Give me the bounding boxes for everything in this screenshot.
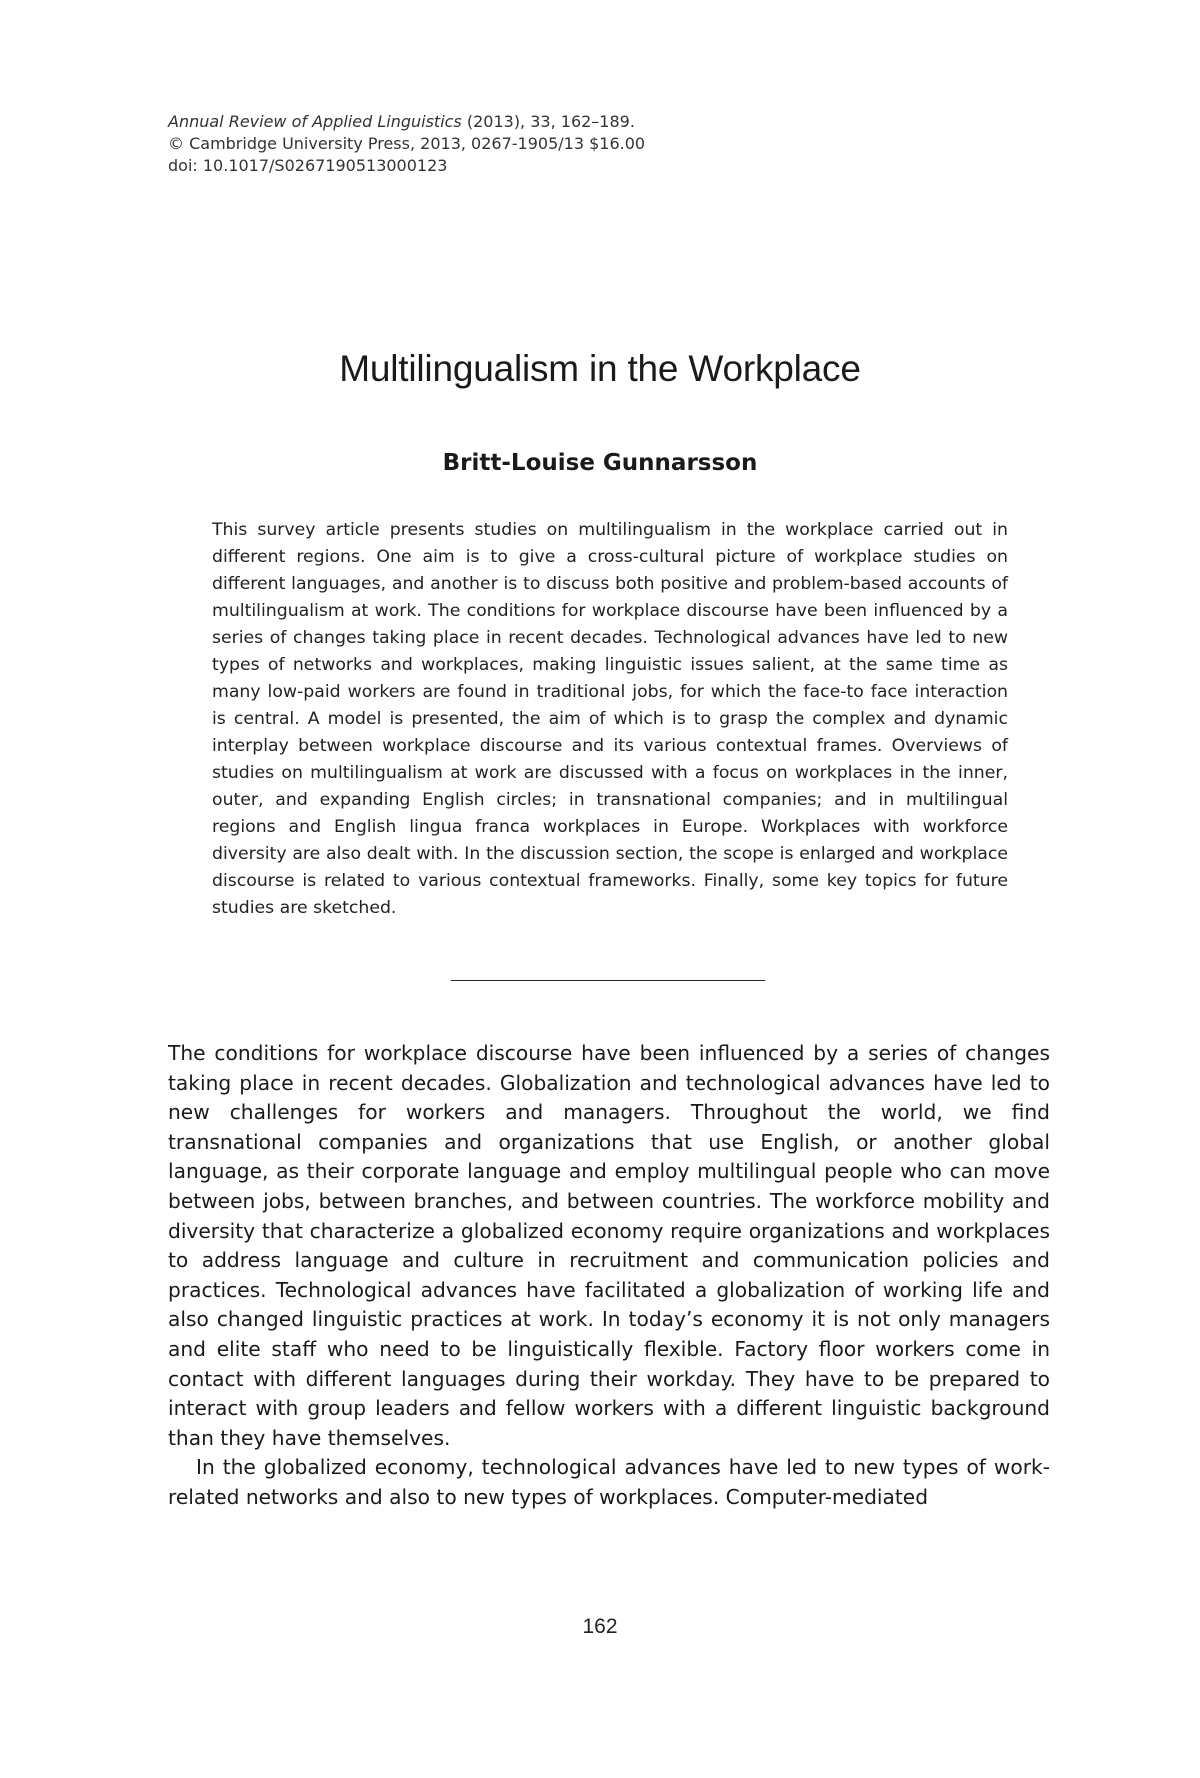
body-paragraph-2: In the globalized economy, technological advances have led to new types of work-related networks and also to new types of workplaces. Computer-mediated — [168, 1455, 1050, 1509]
article-abstract: This survey article presents studies on multilingualism in the workplace carried out in different regions. One aim is to give a cross-cultural picture of workplace studies on different languages, and another is to discuss both positive and problem-based accounts of multilingualism at work. The conditions for workplace discourse have been influenced by a series of changes taking place in recent decades. Technological advances have led to new types of networks and workplaces, making linguistic issues salient, at the same time as many low-paid workers are found in traditional jobs, for which the face-to face interaction is central. A model is presented, the aim of which is to grasp the complex and dynamic interplay between workplace discourse and its various contextual frames. Overviews of studies on multilingualism at work are discussed with a focus on workplaces in the inner, outer, and expanding English circles; in transnational companies; and in multilingual regions and English lingua franca workplaces in Europe. Workplaces with workforce diversity are also dealt with. In the discussion section, the scope is enlarged and workplace discourse is related to various contextual frameworks. Finally, some key topics for future studies are sketched. — [212, 520, 1008, 918]
article-body — [168, 1039, 1050, 1513]
body-paragraph-1: The conditions for workplace discourse have been influenced by a series of changes taking place in recent decades. Globalization and technological advances have led to new challenges for workers and managers. Throughout the world, we find transnational companies and organizations that use English, or another global language, as their corporate language and employ multilingual people who can move between jobs, between branches, and between countries. The workforce mobility and diversity that characterize a globalized economy require organizations and workplaces to address language and culture in recruitment and communication policies and practices. Technological advances have facilitated a globalization of working life and also changed linguistic practices at work. In today’s economy it is not only managers and elite staff who need to be linguistically flexible. Factory floor workers come in contact with different languages during their workday. They have to be prepared to interact with group leaders and fellow workers with a different linguistic background than they have themselves. — [168, 1041, 1050, 1450]
article-author: Britt-Louise Gunnarsson — [442, 450, 758, 476]
citation-line — [168, 111, 645, 133]
doi-line: doi: 10.1017/S0267190513000123 — [168, 156, 448, 175]
journal-name: Annual Review of Applied Linguistics — [168, 112, 462, 131]
copyright-line: © Cambridge University Press, 2013, 0267-1905/13 $16.00 — [168, 134, 646, 153]
section-divider — [451, 980, 765, 981]
journal-citation-header — [168, 111, 645, 177]
article-title: Multilingualism in the Workplace — [339, 348, 861, 389]
page-number: 162 — [582, 1615, 618, 1638]
citation-volume-pages: (2013), 33, 162–189. — [461, 112, 635, 131]
